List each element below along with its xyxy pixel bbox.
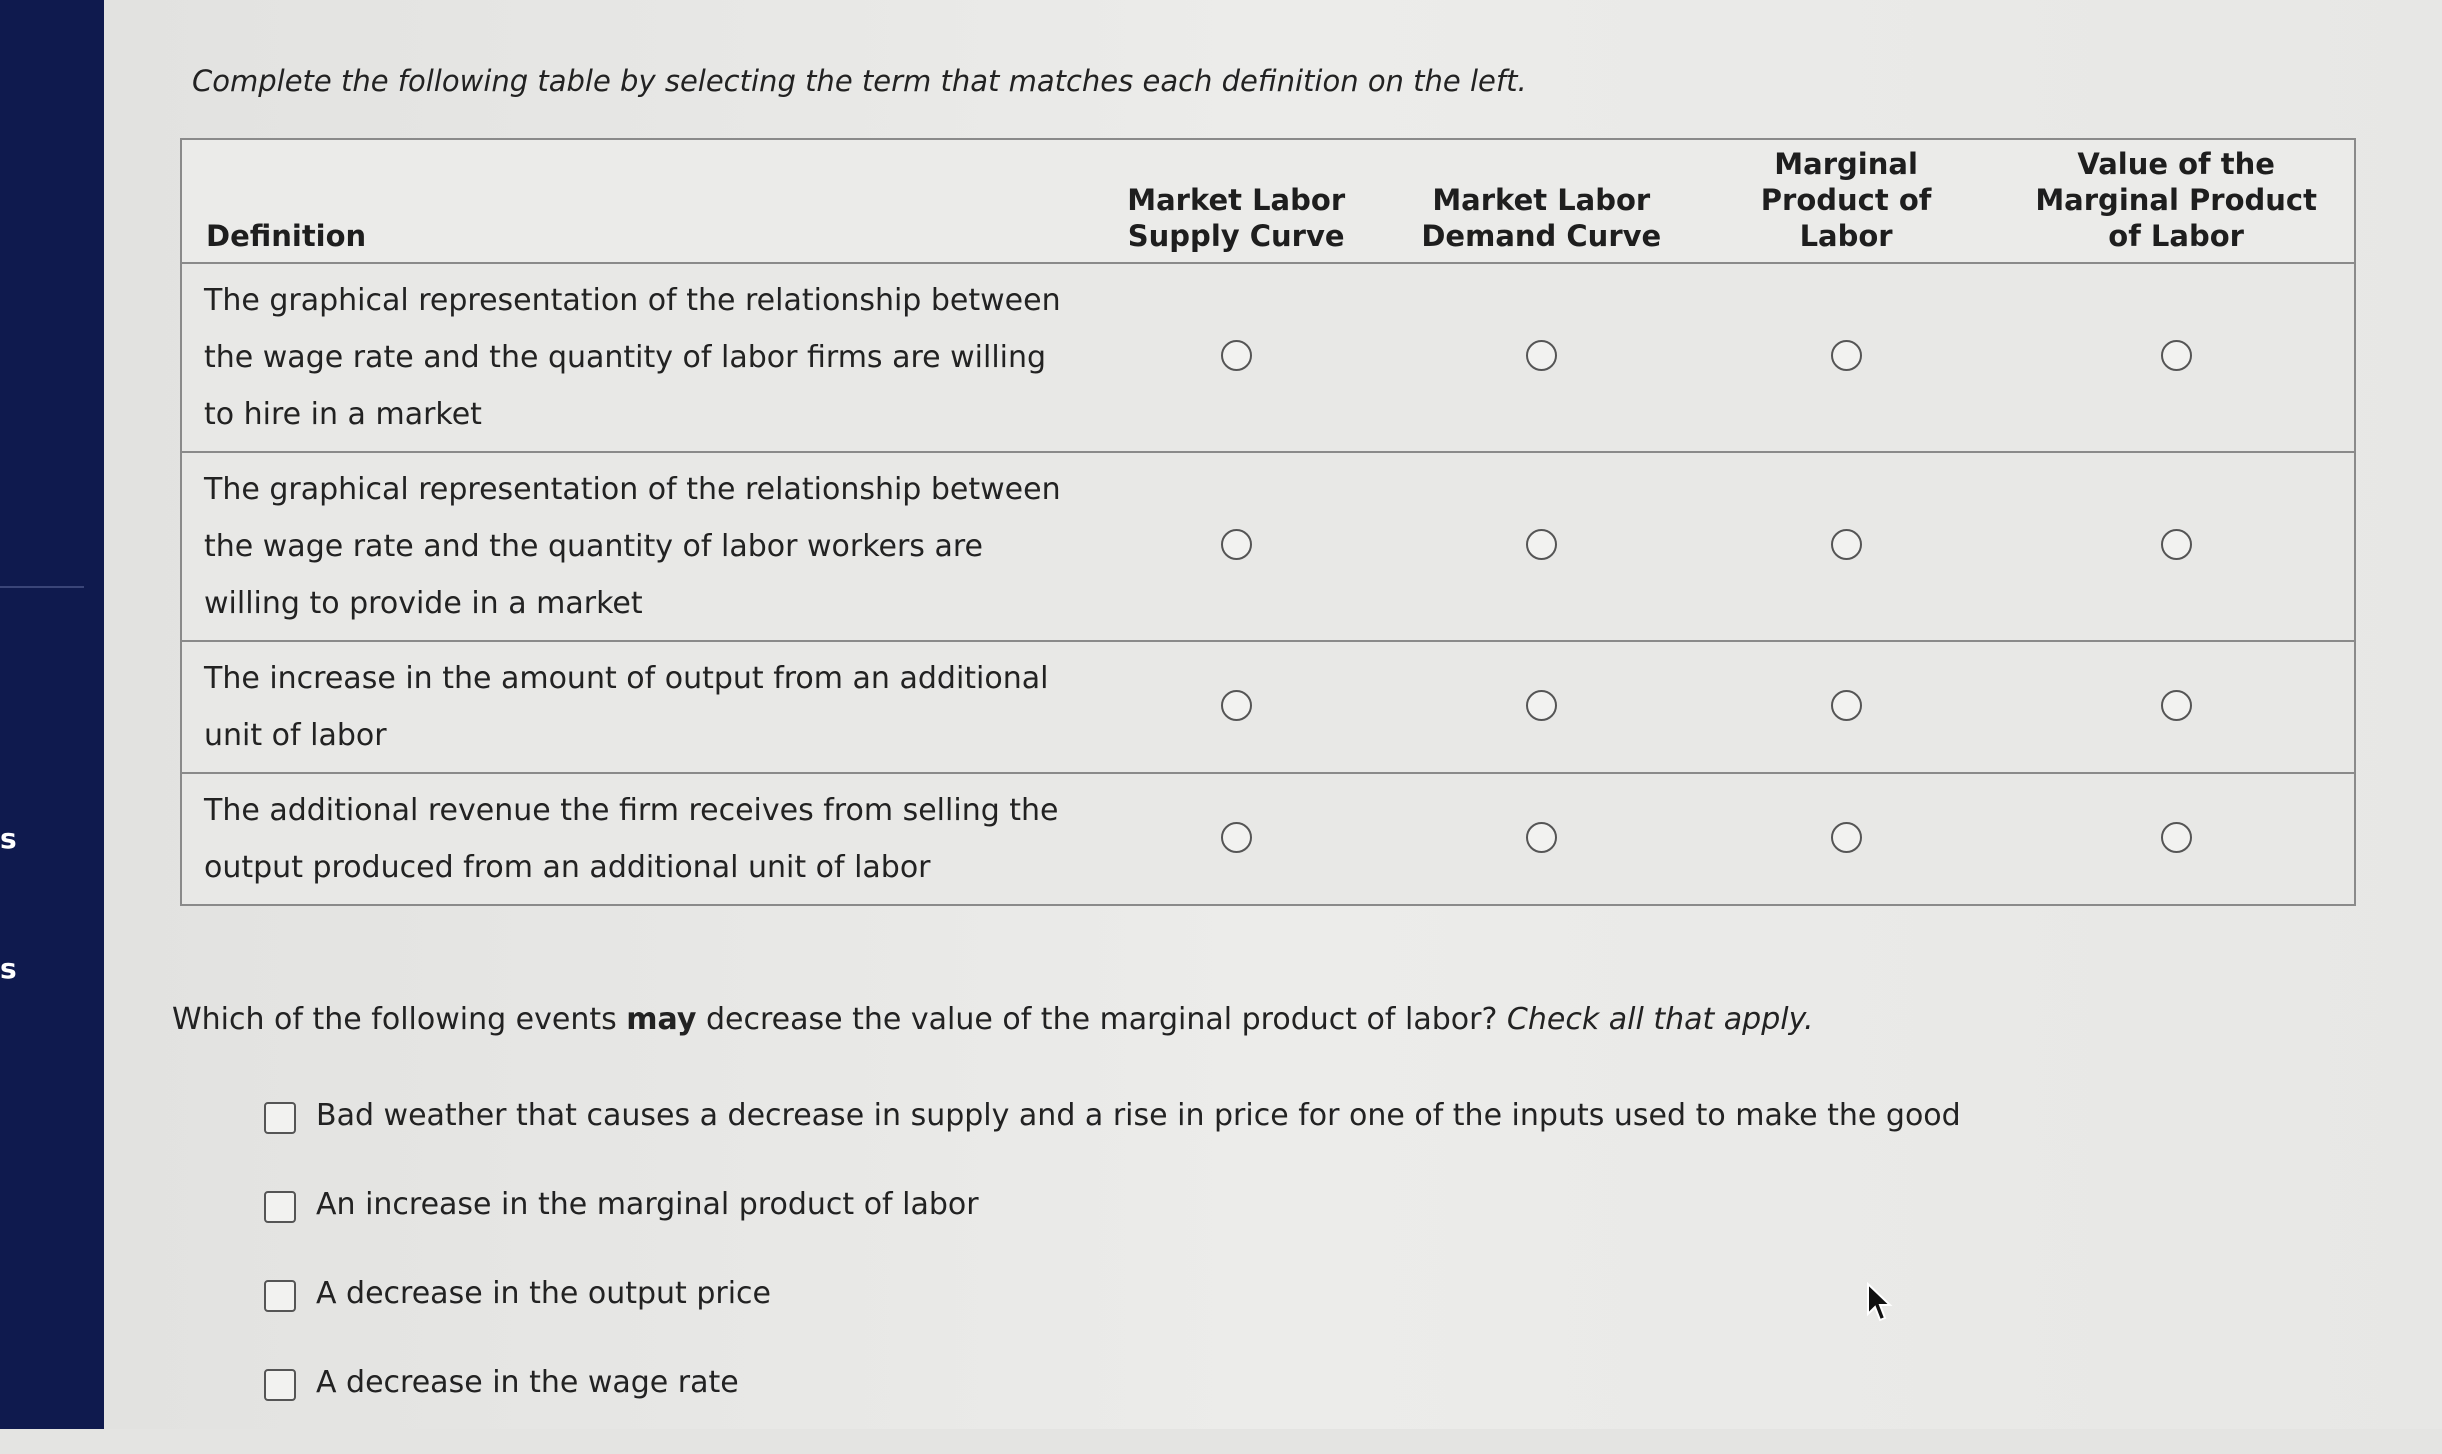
option-label[interactable]: An increase in the marginal product of labor (316, 1187, 979, 1222)
radio-row1-supply-curve[interactable] (1221, 340, 1252, 371)
radio-row1-demand-curve[interactable] (1526, 340, 1557, 371)
left-sidebar (0, 0, 104, 1429)
radio-row4-marginal-product[interactable] (1831, 822, 1862, 853)
radio-row2-supply-curve[interactable] (1221, 529, 1252, 560)
instructions-text: Complete the following table by selecting the term that matches each definition on the left. (192, 64, 1527, 98)
question-middle: decrease the value of the marginal product of labor? (696, 1002, 1507, 1037)
radio-row4-supply-curve[interactable] (1221, 822, 1252, 853)
column-header-demand-curve (1389, 139, 1694, 263)
radio-row2-marginal-product[interactable] (1831, 529, 1862, 560)
option-label[interactable]: A decrease in the wage rate (316, 1365, 739, 1400)
table-row (181, 263, 2355, 452)
column-header-label: Market Labor Demand Curve (1421, 183, 1662, 253)
answer-options (264, 1098, 1961, 1454)
question-instruction: Check all that apply. (1506, 1002, 1814, 1037)
radio-row2-demand-curve[interactable] (1526, 529, 1557, 560)
question-text (172, 1002, 1814, 1037)
column-header-marginal-product (1694, 139, 1998, 263)
option-label[interactable]: A decrease in the output price (316, 1276, 771, 1311)
column-header-label: Marginal Product of Labor (1760, 147, 1932, 253)
radio-row1-value-marginal-product[interactable] (2161, 340, 2192, 371)
radio-row4-demand-curve[interactable] (1526, 822, 1557, 853)
radio-row4-value-marginal-product[interactable] (2161, 822, 2192, 853)
definition-cell: The graphical representation of the relationship between the wage rate and the quantity of labor firms are willing to hire in a market (181, 263, 1084, 452)
definition-cell: The graphical representation of the relationship between the wage rate and the quantity of labor workers are willing to provide in a market (181, 452, 1084, 641)
option-label[interactable]: Bad weather that causes a decrease in supply and a rise in price for one of the inputs used to make the good (316, 1098, 1961, 1133)
table-row (181, 641, 2355, 773)
option-increase-marginal-product[interactable] (264, 1187, 1961, 1276)
mouse-pointer-icon (1866, 1282, 1896, 1324)
checkbox-increase-marginal-product[interactable] (264, 1191, 296, 1223)
table-row (181, 452, 2355, 641)
radio-row2-value-marginal-product[interactable] (2161, 529, 2192, 560)
definition-header: Definition (181, 139, 1084, 263)
question-emphasis: may (626, 1002, 697, 1037)
sidebar-divider (0, 586, 84, 588)
column-header-label: Market Labor Supply Curve (1127, 183, 1346, 253)
question-prefix: Which of the following events (172, 1002, 627, 1037)
matching-table (180, 138, 2356, 906)
column-header-value-marginal-product (1998, 139, 2355, 263)
radio-row3-supply-curve[interactable] (1221, 690, 1252, 721)
main-content (104, 0, 2442, 1429)
radio-row1-marginal-product[interactable] (1831, 340, 1862, 371)
table-header-row (181, 139, 2355, 263)
radio-row3-marginal-product[interactable] (1831, 690, 1862, 721)
sidebar-label-2[interactable]: s (0, 952, 17, 985)
radio-row3-value-marginal-product[interactable] (2161, 690, 2192, 721)
checkbox-bad-weather[interactable] (264, 1102, 296, 1134)
table-row (181, 773, 2355, 905)
radio-row3-demand-curve[interactable] (1526, 690, 1557, 721)
checkbox-decrease-wage-rate[interactable] (264, 1369, 296, 1401)
sidebar-label[interactable]: s (0, 822, 17, 855)
option-bad-weather[interactable] (264, 1098, 1961, 1187)
definition-cell: The increase in the amount of output from an additional unit of labor (181, 641, 1084, 773)
option-decrease-output-price[interactable] (264, 1276, 1961, 1365)
column-header-label: Value of the Marginal Product of Labor (2035, 147, 2317, 253)
column-header-supply-curve (1084, 139, 1389, 263)
definition-cell: The additional revenue the firm receives from selling the output produced from an additional unit of labor (181, 773, 1084, 905)
option-decrease-wage-rate[interactable] (264, 1365, 1961, 1454)
checkbox-decrease-output-price[interactable] (264, 1280, 296, 1312)
